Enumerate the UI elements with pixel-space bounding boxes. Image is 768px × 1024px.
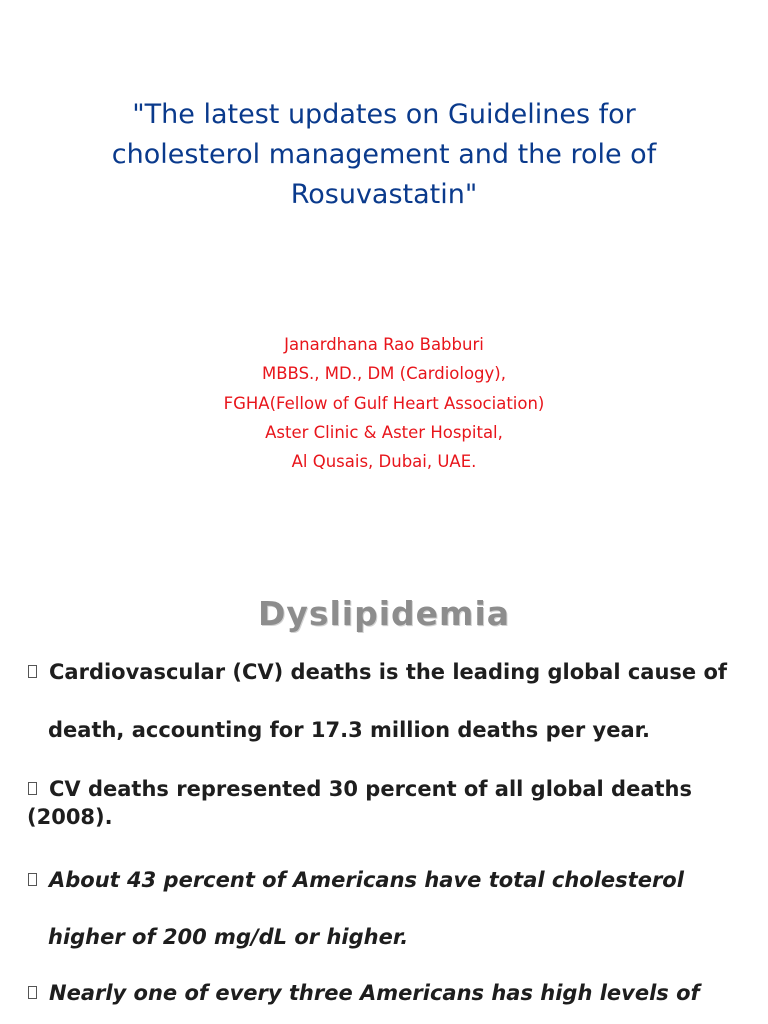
bullet-continuation — [27, 804, 113, 831]
presentation-title — [90, 95, 678, 215]
title-line: Rosuvastatin" — [290, 179, 478, 210]
bullet-text: (2008). — [27, 805, 113, 829]
bullet-text: higher of 200 mg/dL or higher. — [48, 925, 409, 949]
bullet-continuation — [48, 924, 408, 951]
bullet-text: Nearly one of every three Americans has high levels of — [49, 981, 700, 1005]
box-icon — [28, 782, 37, 795]
bullet-item — [28, 980, 700, 1007]
content-slide — [0, 570, 768, 1024]
bullet-text: About 43 percent of Americans have total cholesterol — [49, 868, 684, 892]
bullet-text: Cardiovascular (CV) deaths is the leading global cause of — [49, 660, 728, 684]
author-degrees: MBBS., MD., DM (Cardiology), — [262, 364, 506, 384]
bullet-text: death, accounting for 17.3 million deaths per year. — [48, 718, 650, 742]
slide-heading: Dyslipidemia — [257, 594, 511, 633]
bullet-text: CV deaths represented 30 percent of all global deaths — [49, 777, 692, 801]
bullet-item — [28, 776, 692, 803]
box-icon — [28, 873, 37, 886]
bullet-item — [28, 659, 727, 686]
title-line: "The latest updates on Guidelines for — [132, 99, 636, 130]
author-affiliation: Aster Clinic & Aster Hospital, — [265, 422, 503, 442]
box-icon — [28, 986, 37, 999]
title-line: cholesterol management and the role of — [111, 139, 657, 170]
author-fellowship: FGHA(Fellow of Gulf Heart Association) — [223, 393, 545, 413]
bullet-item — [28, 867, 684, 894]
author-block — [134, 330, 634, 476]
box-icon — [28, 665, 37, 678]
author-location: Al Qusais, Dubai, UAE. — [291, 452, 477, 472]
bullet-continuation — [48, 717, 650, 744]
author-name: Janardhana Rao Babburi — [284, 335, 484, 354]
